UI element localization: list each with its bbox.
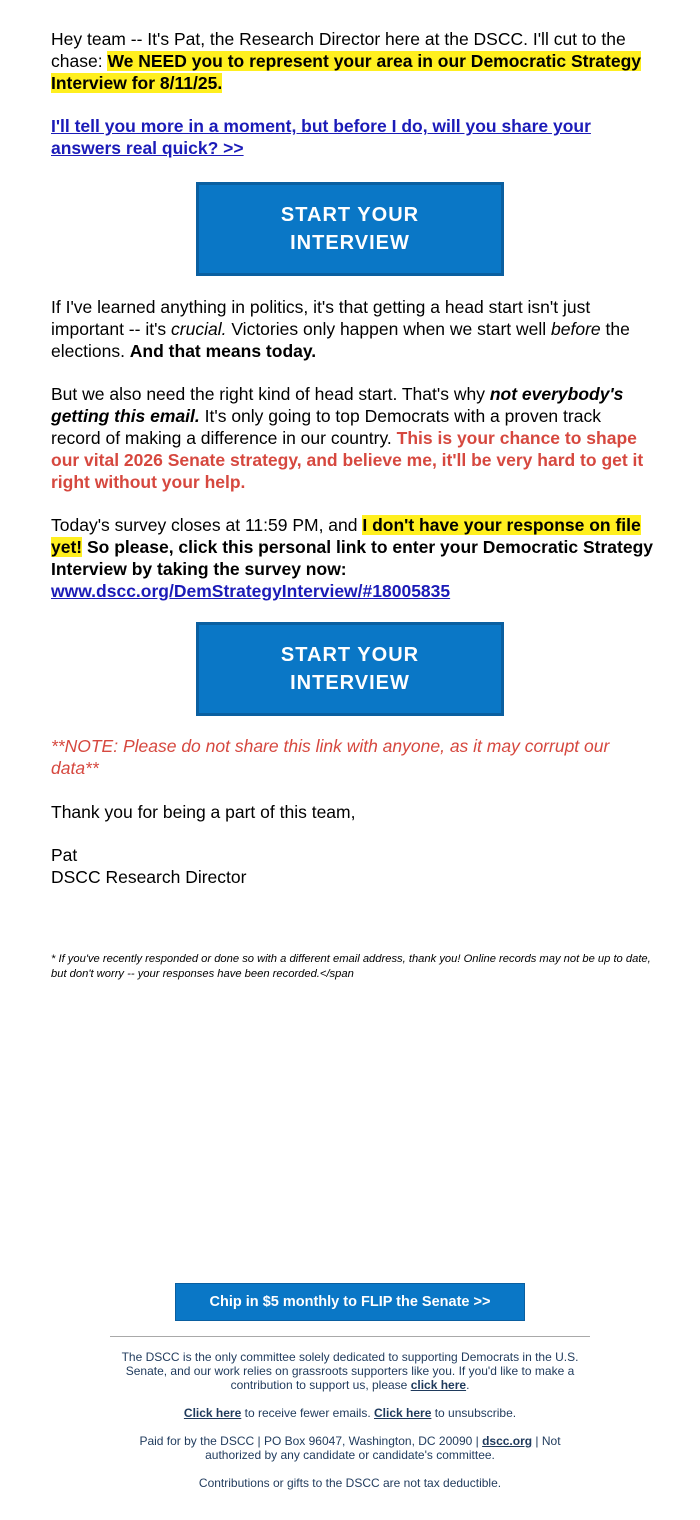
para2-text-c: the elections. (51, 318, 630, 361)
contribute-link[interactable]: click here (410, 1378, 467, 1392)
survey-closes-paragraph (51, 515, 653, 602)
survey-link[interactable]: www.dscc.org/DemStrategyInterview/#18005835 (51, 580, 451, 601)
button-label-line2: INTERVIEW (290, 232, 410, 254)
disclaimer-text: * If you've recently responded or done so with a different email address, thank you! Online records may not be up to date, but don't worry -- your responses have been recorded.</span (51, 953, 651, 980)
signature-name: Pat (51, 845, 78, 866)
start-interview-button-top[interactable] (196, 182, 504, 276)
dscc-site-link[interactable]: dscc.org (482, 1434, 533, 1448)
para3-text-b: It's only going to top Democrats with a proven track record of making a difference in our country. (51, 406, 601, 448)
signature-title: DSCC Research Director (51, 867, 247, 888)
footer-about-text: The DSCC is the only committee solely dedicated to supporting Democrats in the U.S. Senate, and our work relies on grassroots supporters like you. If you'd like to make a contribution to support us, please (121, 1350, 579, 1392)
note-text: **NOTE: Please do not share this link with anyone, as it may corrupt our data** (51, 736, 610, 778)
paid-for-text: Paid for by the DSCC | PO Box 96047, Washington, DC 20090 | (139, 1434, 483, 1448)
unsubscribe-link[interactable]: Click here (374, 1406, 432, 1420)
share-answers-link[interactable]: I'll tell you more in a moment, but before I do, will you share your answers real quick? >> (51, 116, 591, 159)
para2-text-b: Victories only happen when we start well (226, 318, 552, 339)
footer-paid-for (110, 1434, 590, 1462)
footer (110, 1350, 590, 1504)
para2-text-a: If I've learned anything in politics, it's that getting a head start isn't just important -- it's (51, 297, 591, 339)
email-body (51, 29, 653, 160)
footer-tax: Contributions or gifts to the DSCC are not tax deductible. (198, 1476, 502, 1490)
para3-text-a: But we also need the right kind of head start. That's why (51, 384, 490, 405)
footer-divider (110, 1336, 590, 1337)
chip-in-button[interactable]: Chip in $5 monthly to FLIP the Senate >> (175, 1283, 525, 1321)
intro-highlight: We NEED you to represent your area in our Democratic Strategy Interview for 8/11/25. (51, 50, 642, 93)
intro-text: Hey team -- It's Pat, the Research Director here at the DSCC. I'll cut to the chase: (51, 29, 626, 71)
button-label-line1: START YOUR (280, 204, 420, 226)
start-interview-button-bottom[interactable] (196, 622, 504, 716)
para3-red: This is your chance to shape our vital 2026 Senate strategy, and believe me, it'll be very hard to get it right without your help. (51, 427, 644, 492)
fewer-emails-link[interactable]: Click here (183, 1406, 242, 1420)
footer-about-end: . (466, 1378, 470, 1392)
footer-about (110, 1350, 590, 1392)
para2-bold: And that means today. (129, 340, 317, 361)
intro-paragraph (51, 29, 653, 94)
para3-bold-italic: not everybody's getting this email. (51, 384, 624, 427)
share-paragraph (51, 116, 653, 160)
para4-bold: So please, click this personal link to enter your Democratic Strategy Interview by taking the survey now: (51, 537, 654, 579)
unsubscribe-text: to unsubscribe. (431, 1406, 517, 1420)
footer-email-prefs (110, 1406, 590, 1420)
fewer-emails-text: to receive fewer emails. (241, 1406, 374, 1420)
para4-highlight: I don't have your response on file yet! (51, 515, 641, 558)
email-body-end (51, 736, 653, 889)
para2-crucial: crucial. (171, 318, 227, 339)
para4-text-a: Today's survey closes at 11:59 PM, and (51, 515, 363, 536)
thanks-text: Thank you for being a part of this team, (51, 801, 356, 822)
email-body-middle (51, 297, 653, 603)
button-label-line2: INTERVIEW (290, 672, 410, 694)
head-start-paragraph (51, 297, 653, 362)
button-label-line1: START YOUR (280, 644, 420, 666)
paid-for-end: | Not authorized by any candidate or candidate's committee. (205, 1434, 561, 1462)
right-kind-paragraph (51, 384, 653, 493)
para2-before: before (551, 318, 601, 339)
